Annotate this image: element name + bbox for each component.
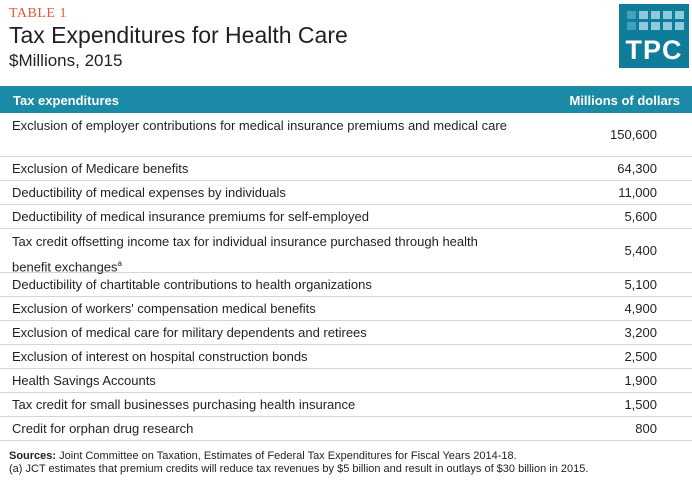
table-row [0, 181, 692, 205]
row-value: 3,200 [624, 325, 657, 340]
row-label: Deductibility of medical insurance premiums for self-employed [12, 209, 369, 224]
column-header-tax-expenditures: Tax expenditures [13, 93, 119, 108]
table-label: TABLE 1 [9, 6, 67, 21]
column-header-millions: Millions of dollars [569, 93, 680, 108]
row-value: 64,300 [617, 161, 657, 176]
row-label: Health Savings Accounts [12, 373, 156, 388]
page-title: Tax Expenditures for Health Care [9, 22, 348, 48]
row-value: 4,900 [624, 301, 657, 316]
footnote-marker: a [117, 259, 122, 268]
row-label: Credit for orphan drug research [12, 421, 194, 436]
table-row [0, 321, 692, 345]
sources-note [9, 450, 684, 476]
row-label-text: Tax credit offsetting income tax for individual insurance purchased through health benefit exchanges [12, 234, 478, 275]
row-value: 5,100 [624, 277, 657, 292]
row-label: Exclusion of Medicare benefits [12, 161, 189, 176]
table-row [0, 297, 692, 321]
table-row [0, 157, 692, 181]
row-label [12, 231, 512, 278]
row-value: 11,000 [618, 185, 657, 200]
table-row [0, 369, 692, 393]
row-label: Exclusion of medical care for military dependents and retirees [12, 325, 367, 340]
row-value: 5,600 [624, 209, 657, 224]
logo-grid-icon [627, 11, 684, 30]
table-row [0, 273, 692, 297]
sources-label: Sources: [9, 450, 57, 462]
table-header [0, 86, 692, 113]
row-label: Exclusion of employer contributions for medical insurance premiums and medical care [12, 118, 507, 133]
row-label: Exclusion of interest on hospital construction bonds [12, 349, 308, 364]
page-subtitle: $Millions, 2015 [9, 51, 123, 70]
row-value: 150,600 [610, 127, 657, 142]
row-label: Deductibility of chartitable contributions to health organizations [12, 277, 372, 292]
logo-text: TPC [625, 35, 683, 65]
table-row [0, 393, 692, 417]
row-label: Deductibility of medical expenses by individuals [12, 185, 286, 200]
row-value: 1,900 [624, 373, 657, 388]
table-body [0, 113, 692, 441]
tpc-logo [619, 4, 689, 68]
row-label: Exclusion of workers' compensation medical benefits [12, 301, 316, 316]
sources-line [9, 450, 684, 463]
table-row [0, 229, 692, 273]
row-value: 5,400 [624, 243, 657, 258]
row-value: 2,500 [624, 349, 657, 364]
sources-text: Joint Committee on Taxation, Estimates of Federal Tax Expenditures for Fiscal Years 2014-18. [56, 450, 517, 462]
table-row [0, 417, 692, 441]
row-value: 800 [635, 421, 657, 436]
table-row [0, 205, 692, 229]
row-label: Tax credit for small businesses purchasing health insurance [12, 397, 356, 412]
row-value: 1,500 [624, 397, 657, 412]
table-row [0, 345, 692, 369]
table-row [0, 113, 692, 157]
footnote-text: (a) JCT estimates that premium credits will reduce tax revenues by $5 billion and result in outlays of $30 billion in 2015. [9, 463, 589, 475]
